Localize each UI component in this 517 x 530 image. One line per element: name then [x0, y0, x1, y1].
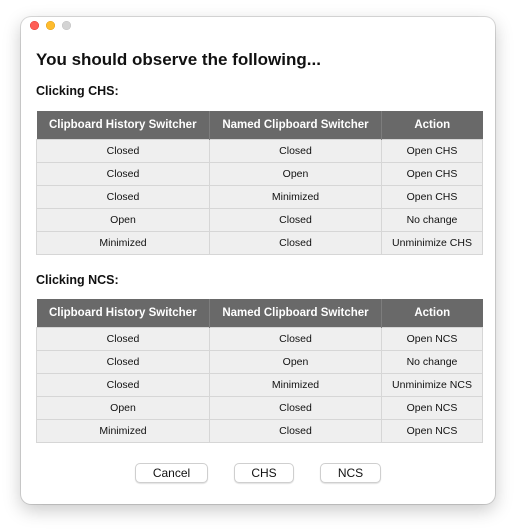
table-row [37, 420, 483, 443]
column-header-ncs: Named Clipboard Switcher [210, 111, 382, 140]
table-row [37, 163, 483, 186]
table-row [37, 397, 483, 420]
table-cell: Minimized [37, 232, 210, 255]
table-cell: Unminimize NCS [382, 374, 483, 397]
table-header-row [37, 111, 483, 140]
table-row [37, 209, 483, 232]
dialog-heading: You should observe the following... [36, 50, 321, 69]
table-cell: Open [210, 351, 382, 374]
table-cell: Closed [210, 140, 382, 163]
chs-button[interactable]: CHS [234, 463, 294, 483]
section-label-chs: Clicking CHS: [36, 84, 119, 98]
section-label-ncs: Clicking NCS: [36, 273, 119, 287]
table-cell: Open CHS [382, 186, 483, 209]
table-cell: Open CHS [382, 163, 483, 186]
table-cell: Minimized [210, 186, 382, 209]
table-cell: Open [210, 163, 382, 186]
column-header-action: Action [382, 299, 483, 328]
chs-behavior-table [36, 111, 483, 255]
ncs-behavior-table [36, 299, 483, 443]
table-row [37, 140, 483, 163]
column-header-chs: Clipboard History Switcher [37, 299, 210, 328]
table-cell: Closed [210, 397, 382, 420]
table-row [37, 186, 483, 209]
table-cell: Minimized [37, 420, 210, 443]
cancel-button[interactable]: Cancel [135, 463, 208, 483]
table-cell: Open NCS [382, 420, 483, 443]
column-header-ncs: Named Clipboard Switcher [210, 299, 382, 328]
table-cell: Closed [210, 232, 382, 255]
title-bar[interactable] [21, 17, 495, 37]
zoom-window-icon[interactable] [62, 21, 71, 30]
table-row [37, 351, 483, 374]
table-cell: No change [382, 351, 483, 374]
minimize-window-icon[interactable] [46, 21, 55, 30]
table-cell: Open [37, 209, 210, 232]
table-cell: Closed [37, 163, 210, 186]
table-cell: Closed [37, 374, 210, 397]
dialog-window [21, 17, 495, 504]
table-cell: Closed [37, 186, 210, 209]
table-cell: Closed [37, 351, 210, 374]
table-row [37, 374, 483, 397]
column-header-action: Action [382, 111, 483, 140]
table-cell: Closed [210, 420, 382, 443]
table-cell: Closed [37, 328, 210, 351]
table-cell: Closed [210, 209, 382, 232]
table-cell: Open CHS [382, 140, 483, 163]
table-cell: Open NCS [382, 397, 483, 420]
column-header-chs: Clipboard History Switcher [37, 111, 210, 140]
table-cell: Open NCS [382, 328, 483, 351]
close-window-icon[interactable] [30, 21, 39, 30]
table-row [37, 328, 483, 351]
ncs-button[interactable]: NCS [320, 463, 381, 483]
table-row [37, 232, 483, 255]
table-cell: Unminimize CHS [382, 232, 483, 255]
table-cell: Minimized [210, 374, 382, 397]
table-cell: No change [382, 209, 483, 232]
table-cell: Open [37, 397, 210, 420]
table-cell: Closed [37, 140, 210, 163]
table-cell: Closed [210, 328, 382, 351]
table-header-row [37, 299, 483, 328]
